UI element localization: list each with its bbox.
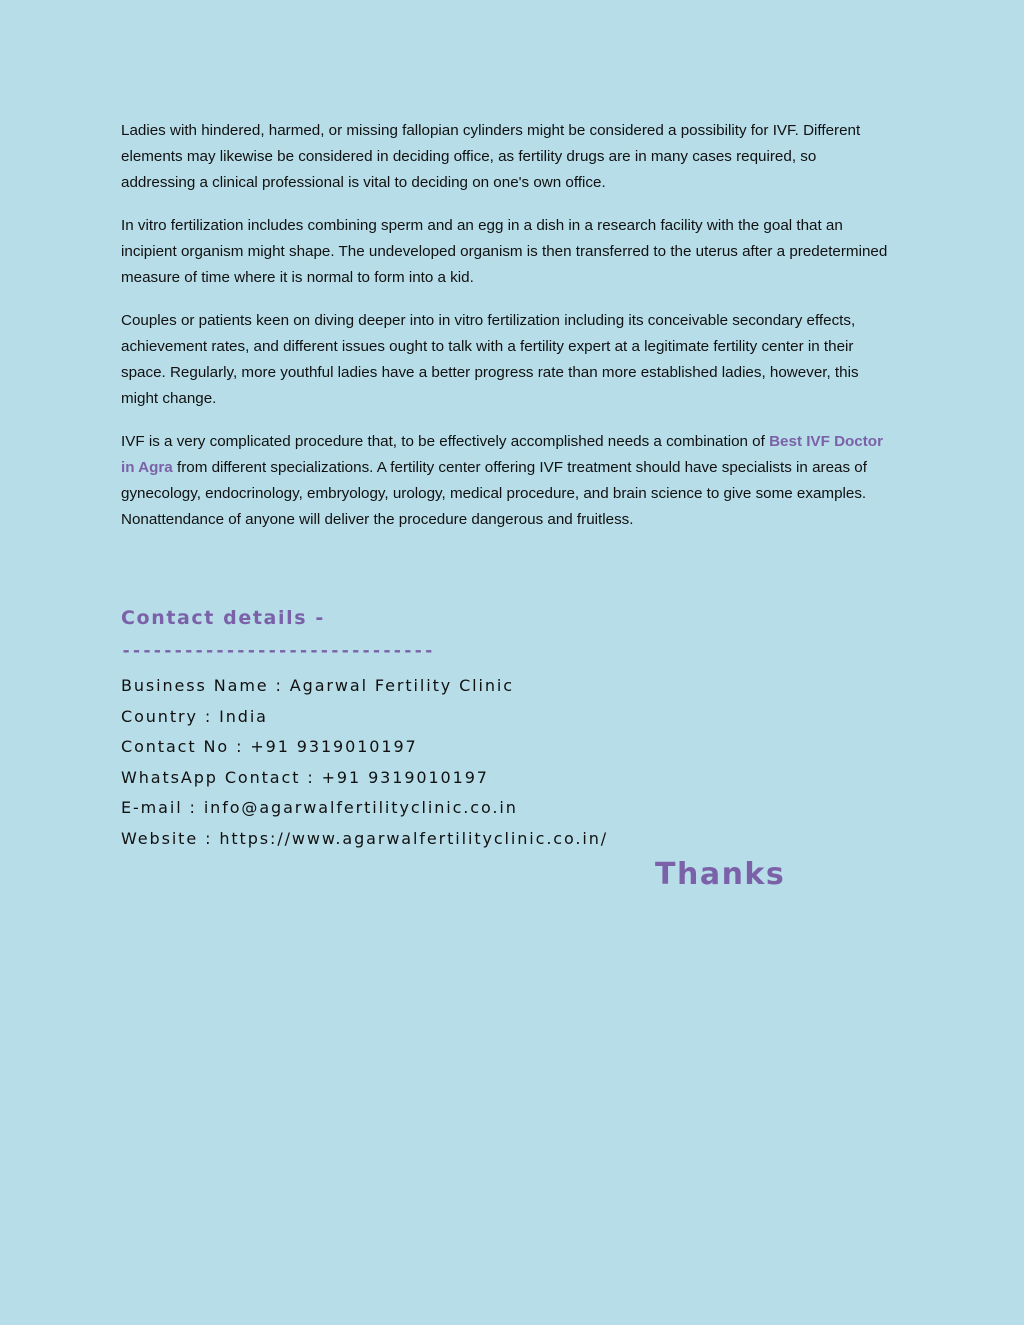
paragraph-consult-expert: Couples or patients keen on diving deeper into in vitro fertilization including its conceivable secondary effects, achievement rates, and different issues ought to talk with a fertility expert at a legitimate fertility center in their space. Regularly, more youthful ladies have a better progress rate than more established ladies, however, this might change. (121, 312, 859, 407)
paragraph-specialists-lead: IVF is a very complicated procedure that, to be effectively accomplished needs a combination of (121, 433, 770, 450)
paragraph-fallopian: Ladies with hindered, harmed, or missing fallopian cylinders might be considered a possibility for IVF. Different elements may likewise be considered in deciding office, as fertility drugs are in many cases required, so addressing a clinical professional is vital to deciding on one's own office. (121, 122, 861, 191)
business-name-line: Business Name : Agarwal Fertility Clinic (121, 676, 514, 695)
paragraph-specialists (121, 429, 891, 533)
website-line: Website : https://www.agarwalfertilityclinic.co.in/ (121, 828, 609, 848)
email-line: E-mail : info@agarwalfertilityclinic.co.in (121, 798, 518, 817)
thanks-closing: Thanks (655, 857, 786, 892)
paragraph-ivf-process: In vitro fertilization includes combining sperm and an egg in a dish in a research facility with the goal that an incipient organism might shape. The undeveloped organism is then transferred to the uterus after a predetermined measure of time where it is normal to form into a kid. (121, 217, 888, 286)
best-ivf-doctor-link[interactable]: Best IVF Doctor in Agra (121, 433, 883, 476)
contact-heading: Contact details - (121, 607, 325, 629)
contact-divider: ------------------------------ (121, 641, 435, 661)
contact-number-line: Contact No : +91 9319010197 (121, 737, 418, 756)
country-line: Country : India (121, 706, 268, 726)
article-body (121, 118, 891, 550)
contact-details-list (121, 674, 608, 857)
paragraph-specialists-rest: from different specializations. A fertility center offering IVF treatment should have specialists in areas of gynecology, endocrinology, embryology, urology, medical procedure, and brain science to give some examples. Nonattendance of anyone will deliver the procedure dangerous and fruitless. (121, 459, 867, 528)
whatsapp-line: WhatsApp Contact : +91 9319010197 (121, 767, 489, 787)
